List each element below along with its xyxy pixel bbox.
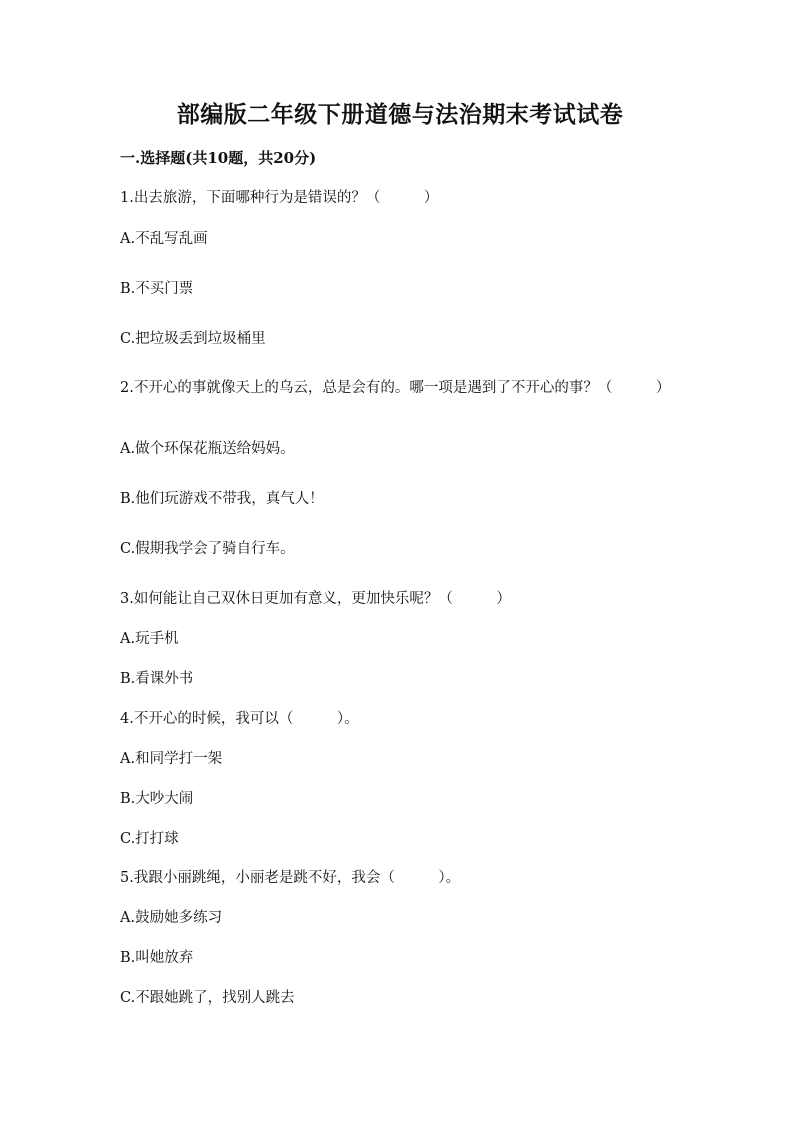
question-2-option-b: B.他们玩游戏不带我，真气人！ bbox=[120, 491, 324, 507]
question-5-option-a: A.鼓励她多练习 bbox=[120, 910, 223, 926]
question-4-option-a: A.和同学打一架 bbox=[120, 751, 223, 767]
question-3-option-a: A.玩手机 bbox=[120, 631, 179, 647]
question-2-option-c: C.假期我学会了骑自行车。 bbox=[120, 541, 295, 557]
question-5-stem: 5.我跟小丽跳绳，小丽老是跳不好，我会（ ）。 bbox=[120, 870, 461, 886]
question-1-option-c: C.把垃圾丢到垃圾桶里 bbox=[120, 331, 266, 347]
question-3-stem: 3.如何能让自己双休日更加有意义，更加快乐呢？（ ） bbox=[120, 591, 511, 607]
question-1-stem: 1.出去旅游，下面哪种行为是错误的？（ ） bbox=[120, 190, 439, 206]
question-3-option-b: B.看课外书 bbox=[120, 671, 194, 687]
section-heading: 一.选择题(共10题，共20分) bbox=[120, 149, 317, 167]
question-1-option-b: B.不买门票 bbox=[120, 281, 194, 297]
exam-title: 部编版二年级下册道德与法治期末考试试卷 bbox=[176, 101, 624, 128]
question-4-stem: 4.不开心的时候，我可以（ ）。 bbox=[120, 711, 359, 727]
question-2-option-a: A.做个环保花瓶送给妈妈。 bbox=[120, 441, 295, 457]
question-4-option-b: B.大吵大闹 bbox=[120, 791, 194, 807]
question-1-option-a: A.不乱写乱画 bbox=[120, 231, 208, 247]
question-2-stem: 2.不开心的事就像天上的乌云，总是会有的。哪一项是遇到了不开心的事？（ ） bbox=[120, 380, 671, 396]
question-5-option-b: B.叫她放弃 bbox=[120, 950, 194, 966]
question-5-option-c: C.不跟她跳了，找别人跳去 bbox=[120, 990, 295, 1006]
question-4-option-c: C.打打球 bbox=[120, 831, 179, 847]
